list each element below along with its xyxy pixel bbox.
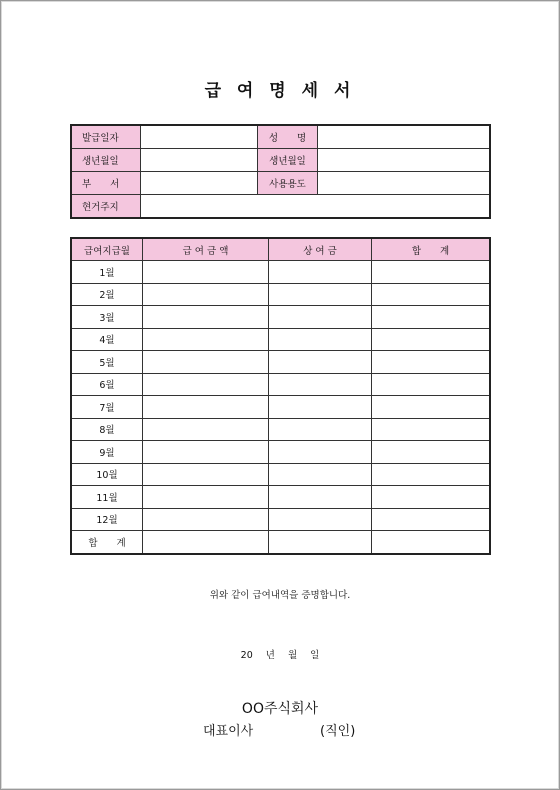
month-label: 4월: [71, 328, 143, 351]
month-row: [71, 441, 490, 464]
bonus-cell[interactable]: [269, 351, 372, 374]
total-bonus-cell[interactable]: [269, 531, 372, 554]
month-label: 6월: [71, 373, 143, 396]
info-row-issue-name: [71, 125, 490, 149]
month-row: [71, 486, 490, 509]
salary-amount-cell[interactable]: [143, 418, 269, 441]
bonus-header: 상 여 금: [269, 238, 372, 261]
bonus-cell[interactable]: [269, 328, 372, 351]
salary-table-body: [71, 261, 490, 531]
bonus-cell[interactable]: [269, 508, 372, 531]
month-label: 7월: [71, 396, 143, 419]
salary-amount-cell[interactable]: [143, 508, 269, 531]
bonus-cell[interactable]: [269, 283, 372, 306]
row-total-cell[interactable]: [372, 508, 491, 531]
company-name: OO주식회사: [241, 701, 319, 717]
bonus-cell[interactable]: [269, 261, 372, 284]
salary-amount-cell[interactable]: [143, 441, 269, 464]
month-row: [71, 351, 490, 374]
total-row-label: 합 계: [71, 531, 143, 554]
representative-label: 대표이사: [203, 724, 254, 739]
month-row: [71, 373, 490, 396]
salary-amount-cell[interactable]: [143, 306, 269, 329]
month-label: 5월: [71, 351, 143, 374]
salary-table-header: [71, 238, 490, 261]
grand-total-cell[interactable]: [372, 531, 491, 554]
row-total-cell[interactable]: [372, 373, 491, 396]
bonus-cell[interactable]: [269, 463, 372, 486]
row-total-cell[interactable]: [372, 351, 491, 374]
department-label: 부 서: [71, 172, 141, 195]
salary-amount-cell[interactable]: [143, 486, 269, 509]
info-row-address: [71, 195, 490, 219]
salary-amount-cell[interactable]: [143, 396, 269, 419]
info-row-dept-purpose: [71, 172, 490, 195]
row-total-cell[interactable]: [372, 396, 491, 419]
month-row: [71, 283, 490, 306]
issue-date-line: 20 년 월 일: [240, 650, 320, 661]
row-total-cell[interactable]: [372, 418, 491, 441]
row-total-cell[interactable]: [372, 486, 491, 509]
address-value[interactable]: [141, 195, 491, 219]
row-total-cell[interactable]: [372, 261, 491, 284]
month-label: 2월: [71, 283, 143, 306]
month-label: 3월: [71, 306, 143, 329]
month-row: [71, 328, 490, 351]
salary-amount-cell[interactable]: [143, 351, 269, 374]
birth-date-label: 생년월일: [71, 149, 141, 172]
salary-amount-cell[interactable]: [143, 283, 269, 306]
month-row: [71, 508, 490, 531]
month-label: 11월: [71, 486, 143, 509]
total-salary-cell[interactable]: [143, 531, 269, 554]
month-row: [71, 261, 490, 284]
bonus-cell[interactable]: [269, 441, 372, 464]
personal-info-table: [70, 124, 491, 219]
month-label: 10월: [71, 463, 143, 486]
row-total-cell[interactable]: [372, 441, 491, 464]
birth-date-value[interactable]: [141, 149, 258, 172]
salary-table: [70, 237, 491, 555]
purpose-label: 사용용도: [258, 172, 318, 195]
bonus-cell[interactable]: [269, 396, 372, 419]
month-label: 1월: [71, 261, 143, 284]
salary-amount-cell[interactable]: [143, 373, 269, 396]
month-label: 12월: [71, 508, 143, 531]
month-row: [71, 306, 490, 329]
salary-total-row: [71, 531, 490, 554]
birth-date-label-2: 생년월일: [258, 149, 318, 172]
month-row: [71, 463, 490, 486]
info-row-birth: [71, 149, 490, 172]
department-value[interactable]: [141, 172, 258, 195]
issue-date-label: 발급일자: [71, 125, 141, 149]
address-label: 현거주지: [71, 195, 141, 219]
name-value[interactable]: [318, 125, 491, 149]
month-row: [71, 396, 490, 419]
row-total-cell[interactable]: [372, 463, 491, 486]
month-label: 8월: [71, 418, 143, 441]
bonus-cell[interactable]: [269, 306, 372, 329]
row-total-cell[interactable]: [372, 283, 491, 306]
document-title: 급 여 명 세 서: [204, 81, 356, 101]
month-row: [71, 418, 490, 441]
salary-amount-cell[interactable]: [143, 261, 269, 284]
birth-date-value-2[interactable]: [318, 149, 491, 172]
seal-placeholder: (직인): [320, 724, 356, 739]
salary-amount-cell[interactable]: [143, 328, 269, 351]
total-header: 합 계: [372, 238, 491, 261]
bonus-cell[interactable]: [269, 486, 372, 509]
bonus-cell[interactable]: [269, 418, 372, 441]
name-label: 성 명: [258, 125, 318, 149]
bonus-cell[interactable]: [269, 373, 372, 396]
purpose-value[interactable]: [318, 172, 491, 195]
row-total-cell[interactable]: [372, 306, 491, 329]
pay-month-header: 급여지급월: [71, 238, 143, 261]
salary-amount-cell[interactable]: [143, 463, 269, 486]
month-label: 9월: [71, 441, 143, 464]
certification-statement: 위와 같이 급여내역을 증명합니다.: [209, 590, 351, 601]
salary-amount-header: 급 여 금 액: [143, 238, 269, 261]
row-total-cell[interactable]: [372, 328, 491, 351]
issue-date-value[interactable]: [141, 125, 258, 149]
